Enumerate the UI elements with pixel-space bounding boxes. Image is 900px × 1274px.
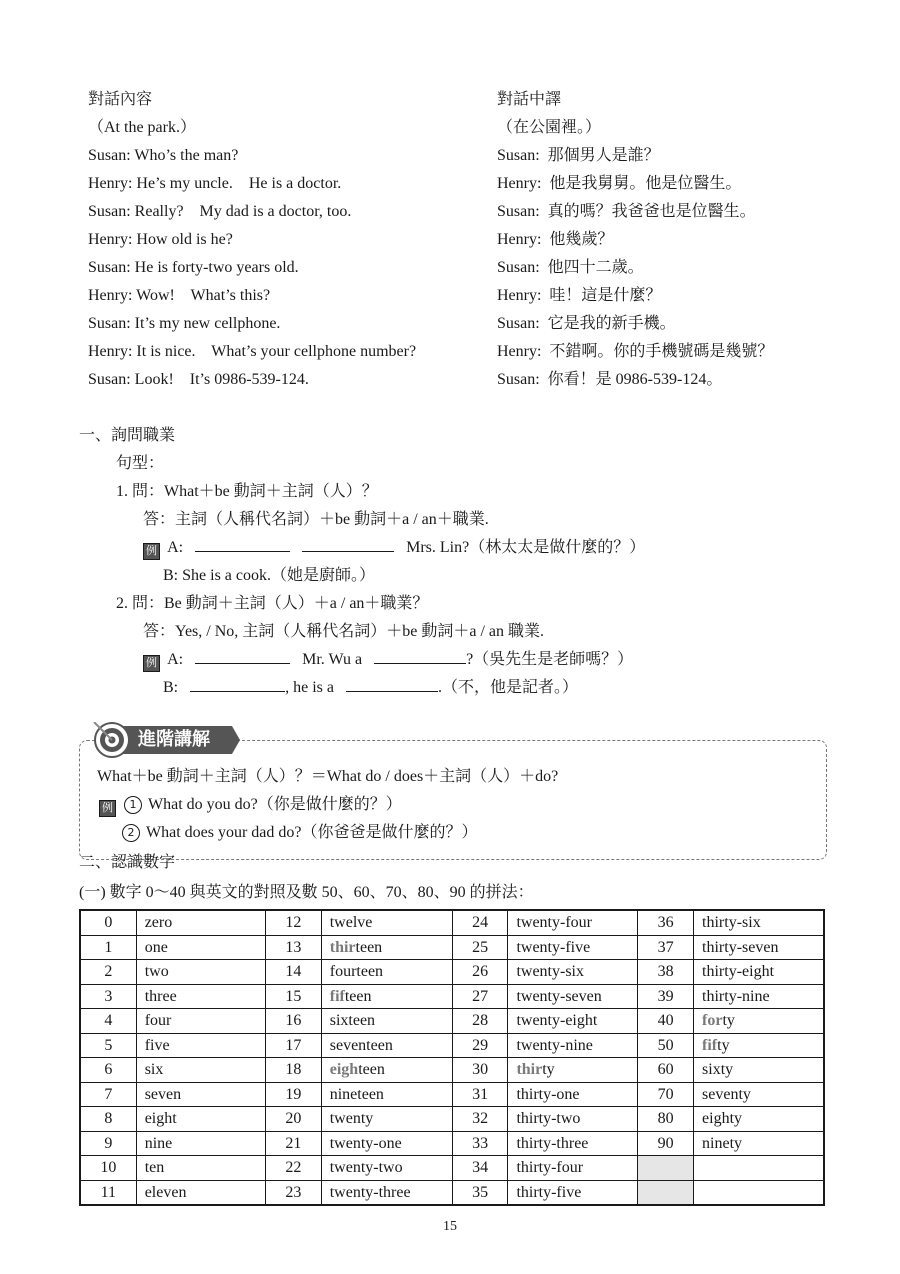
pattern-label: 句型： — [116, 455, 165, 472]
number-cell — [638, 1180, 694, 1205]
answer-blank[interactable] — [346, 675, 438, 692]
number-cell: 4 — [80, 1009, 136, 1034]
word-cell: eleven — [136, 1180, 265, 1205]
example-1-a-suffix: Mrs. Lin?（林太太是做什麼的？） — [406, 539, 646, 556]
table-row — [80, 1058, 824, 1083]
number-cell: 28 — [452, 1009, 508, 1034]
word-rest: ty — [717, 1036, 730, 1054]
example-1-a — [143, 535, 645, 561]
number-cell: 1 — [80, 935, 136, 960]
word-cell: thirty-seven — [694, 935, 824, 960]
number-cell: 10 — [80, 1156, 136, 1181]
word-cell: seventy — [694, 1082, 824, 1107]
number-cell: 6 — [80, 1058, 136, 1083]
number-cell: 9 — [80, 1131, 136, 1156]
word-cell: three — [136, 984, 265, 1009]
highlighted-spelling: thir — [516, 1061, 543, 1079]
number-cell: 13 — [266, 935, 322, 960]
dialogue-en-line: Susan: Look! It’s 0986-539-124. — [88, 371, 309, 388]
number-cell: 50 — [638, 1033, 694, 1058]
number-cell: 38 — [638, 960, 694, 985]
number-cell: 27 — [452, 984, 508, 1009]
number-cell: 5 — [80, 1033, 136, 1058]
word-cell: twelve — [321, 910, 452, 935]
advanced-example-text: What does your dad do?（你爸爸是做什麼的？） — [146, 824, 478, 841]
number-cell: 8 — [80, 1107, 136, 1132]
word-cell: fourteen — [321, 960, 452, 985]
number-cell: 34 — [452, 1156, 508, 1181]
example-2-a-prefix: A: — [167, 651, 184, 668]
section2-subtitle: (一) 數字 0～40 與英文的對照及數 50、60、70、80、90 的拼法： — [79, 884, 534, 901]
dialogue-zh-line: Henry: 哇！這是什麼？ — [497, 287, 662, 304]
dialogue-zh-line: Susan: 他四十二歲。 — [497, 259, 644, 276]
word-cell — [321, 1058, 452, 1083]
number-cell: 31 — [452, 1082, 508, 1107]
dialogue-zh-line: Henry: 他是我舅舅。他是位醫生。 — [497, 175, 742, 192]
section1-title: 一、詢問職業 — [79, 427, 176, 444]
number-cell: 23 — [266, 1180, 322, 1205]
example-mark: 例 — [143, 543, 160, 560]
dialogue-zh-line: Henry: 他幾歲？ — [497, 231, 614, 248]
word-cell — [694, 1180, 824, 1205]
number-cell: 15 — [266, 984, 322, 1009]
word-cell: nineteen — [321, 1082, 452, 1107]
word-cell: seven — [136, 1082, 265, 1107]
circled-number: 1 — [124, 796, 142, 814]
example-mark: 例 — [99, 800, 116, 817]
number-cell: 35 — [452, 1180, 508, 1205]
number-cell: 36 — [638, 910, 694, 935]
word-cell: twenty-two — [321, 1156, 452, 1181]
table-row — [80, 910, 824, 935]
dialogue-zh-line: Susan: 它是我的新手機。 — [497, 315, 676, 332]
word-cell: eighty — [694, 1107, 824, 1132]
word-cell: twenty-three — [321, 1180, 452, 1205]
example-2-a-suffix: ?（吳先生是老師嗎？） — [466, 651, 634, 668]
question-1: 1. 問：What＋be 動詞＋主詞（人）？ — [116, 483, 378, 500]
example-2-a — [143, 647, 633, 673]
word-cell: thirty-five — [508, 1180, 638, 1205]
advanced-example-text: What do you do?（你是做什麼的？） — [148, 796, 402, 813]
highlighted-spelling: for — [702, 1012, 723, 1030]
number-cell: 17 — [266, 1033, 322, 1058]
word-cell: thirty-two — [508, 1107, 638, 1132]
number-cell: 30 — [452, 1058, 508, 1083]
example-1-a-prefix: A: — [167, 539, 184, 556]
number-cell: 12 — [266, 910, 322, 935]
dialogue-en-header: 對話內容 — [88, 91, 153, 108]
word-cell — [321, 935, 452, 960]
dialogue-en-line: Henry: It is nice. What’s your cellphone number? — [88, 343, 417, 360]
word-cell — [321, 984, 452, 1009]
highlighted-spelling: fif — [329, 987, 345, 1005]
section2-title: 二、認識數字 — [79, 854, 176, 871]
word-cell: twenty-five — [508, 935, 638, 960]
word-cell: zero — [136, 910, 265, 935]
number-cell: 14 — [266, 960, 322, 985]
advanced-formula: What＋be 動詞＋主詞（人）？＝What do / does＋主詞（人）＋do? — [97, 768, 559, 785]
number-cell: 37 — [638, 935, 694, 960]
word-cell: twenty-one — [321, 1131, 452, 1156]
advanced-example-1 — [99, 792, 402, 818]
number-cell: 25 — [452, 935, 508, 960]
table-row — [80, 960, 824, 985]
example-2-b-prefix: B: — [163, 679, 179, 696]
word-cell: sixteen — [321, 1009, 452, 1034]
number-cell: 33 — [452, 1131, 508, 1156]
word-cell: twenty — [321, 1107, 452, 1132]
question-2: 2. 問：Be 動詞＋主詞（人）＋a / an＋職業？ — [116, 595, 429, 612]
answer-blank[interactable] — [302, 535, 394, 552]
answer-2: 答：Yes, / No, 主詞（人稱代名詞）＋be 動詞＋a / an 職業. — [143, 623, 545, 640]
number-cell: 39 — [638, 984, 694, 1009]
numbers-table — [79, 909, 825, 1206]
table-row — [80, 984, 824, 1009]
word-cell: twenty-six — [508, 960, 638, 985]
number-cell — [638, 1156, 694, 1181]
example-2-b-suffix: .（不，他是記者。） — [438, 679, 579, 696]
word-cell: twenty-seven — [508, 984, 638, 1009]
word-cell: ninety — [694, 1131, 824, 1156]
dialogue-zh-line: （在公園裡。） — [497, 119, 602, 136]
word-cell: thirty-four — [508, 1156, 638, 1181]
word-rest: ty — [542, 1061, 555, 1079]
dialogue-zh-line: Susan: 你看！是 0986-539-124。 — [497, 371, 723, 388]
number-cell: 18 — [266, 1058, 322, 1083]
example-2-b-mid: , he is a — [285, 679, 334, 696]
number-cell: 2 — [80, 960, 136, 985]
word-cell: five — [136, 1033, 265, 1058]
answer-blank[interactable] — [195, 535, 290, 552]
number-cell: 20 — [266, 1107, 322, 1132]
word-cell — [508, 1058, 638, 1083]
dialogue-en-line: Susan: He is forty-two years old. — [88, 259, 299, 276]
table-row — [80, 1107, 824, 1132]
number-cell: 22 — [266, 1156, 322, 1181]
advanced-tag-label: 進階講解 — [138, 729, 210, 750]
page-number: 15 — [443, 1219, 457, 1234]
word-cell: ten — [136, 1156, 265, 1181]
dialogue-en-line: Susan: It’s my new cellphone. — [88, 315, 281, 332]
word-cell: seventeen — [321, 1033, 452, 1058]
word-cell: six — [136, 1058, 265, 1083]
answer-blank[interactable] — [374, 647, 466, 664]
number-cell: 21 — [266, 1131, 322, 1156]
word-cell: thirty-one — [508, 1082, 638, 1107]
word-cell: nine — [136, 1131, 265, 1156]
number-cell: 19 — [266, 1082, 322, 1107]
word-rest: ty — [722, 1012, 735, 1030]
number-cell: 0 — [80, 910, 136, 935]
table-row — [80, 935, 824, 960]
example-2-b — [163, 675, 578, 701]
number-cell: 80 — [638, 1107, 694, 1132]
word-cell — [694, 1156, 824, 1181]
example-2-a-mid: Mr. Wu a — [302, 651, 363, 668]
word-cell: thirty-nine — [694, 984, 824, 1009]
word-cell — [694, 1009, 824, 1034]
dialogue-en-line: Susan: Who’s the man? — [88, 147, 239, 164]
table-row — [80, 1180, 824, 1205]
word-rest: teen — [344, 987, 372, 1005]
dialogue-en-line: Henry: He’s my uncle. He is a doctor. — [88, 175, 342, 192]
number-cell: 11 — [80, 1180, 136, 1205]
dialogue-zh-header: 對話中譯 — [497, 91, 562, 108]
highlighted-spelling: thir — [329, 938, 356, 956]
example-1-b: B: She is a cook.（她是廚師。） — [163, 567, 375, 584]
word-cell: one — [136, 935, 265, 960]
answer-blank[interactable] — [190, 675, 285, 692]
number-cell: 90 — [638, 1131, 694, 1156]
example-mark: 例 — [143, 655, 160, 672]
number-cell: 26 — [452, 960, 508, 985]
number-cell: 16 — [266, 1009, 322, 1034]
dialogue-en-line: Henry: Wow! What’s this? — [88, 287, 271, 304]
word-cell: thirty-eight — [694, 960, 824, 985]
highlighted-spelling: fif — [702, 1036, 718, 1054]
number-cell: 70 — [638, 1082, 694, 1107]
answer-blank[interactable] — [195, 647, 290, 664]
word-cell: sixty — [694, 1058, 824, 1083]
word-cell — [694, 1033, 824, 1058]
number-cell: 24 — [452, 910, 508, 935]
word-cell: twenty-four — [508, 910, 638, 935]
number-cell: 29 — [452, 1033, 508, 1058]
word-cell: twenty-eight — [508, 1009, 638, 1034]
number-cell: 60 — [638, 1058, 694, 1083]
dialogue-en-line: Susan: Really? My dad is a doctor, too. — [88, 203, 352, 220]
dialogue-en-line: Henry: How old is he? — [88, 231, 233, 248]
word-rest: teen — [358, 1061, 385, 1079]
number-cell: 7 — [80, 1082, 136, 1107]
number-cell: 3 — [80, 984, 136, 1009]
word-cell: thirty-six — [694, 910, 824, 935]
word-cell: two — [136, 960, 265, 985]
word-cell: twenty-nine — [508, 1033, 638, 1058]
answer-1: 答：主詞（人稱代名詞）＋be 動詞＋a / an＋職業. — [143, 511, 489, 528]
table-row — [80, 1131, 824, 1156]
word-rest: teen — [355, 938, 383, 956]
table-row — [80, 1156, 824, 1181]
number-cell: 40 — [638, 1009, 694, 1034]
dialogue-zh-line: Susan: 那個男人是誰？ — [497, 147, 660, 164]
word-cell: eight — [136, 1107, 265, 1132]
word-cell: thirty-three — [508, 1131, 638, 1156]
number-cell: 32 — [452, 1107, 508, 1132]
highlighted-spelling: eigh — [329, 1061, 359, 1079]
dialogue-zh-line: Susan: 真的嗎？我爸爸也是位醫生。 — [497, 203, 756, 220]
dialogue-en-line: （At the park.） — [88, 119, 196, 136]
dialogue-zh-line: Henry: 不錯啊。你的手機號碼是幾號？ — [497, 343, 774, 360]
table-row — [80, 1009, 824, 1034]
circled-number: 2 — [122, 824, 140, 842]
advanced-example-2 — [122, 820, 478, 846]
word-cell: four — [136, 1009, 265, 1034]
table-row — [80, 1082, 824, 1107]
table-row — [80, 1033, 824, 1058]
